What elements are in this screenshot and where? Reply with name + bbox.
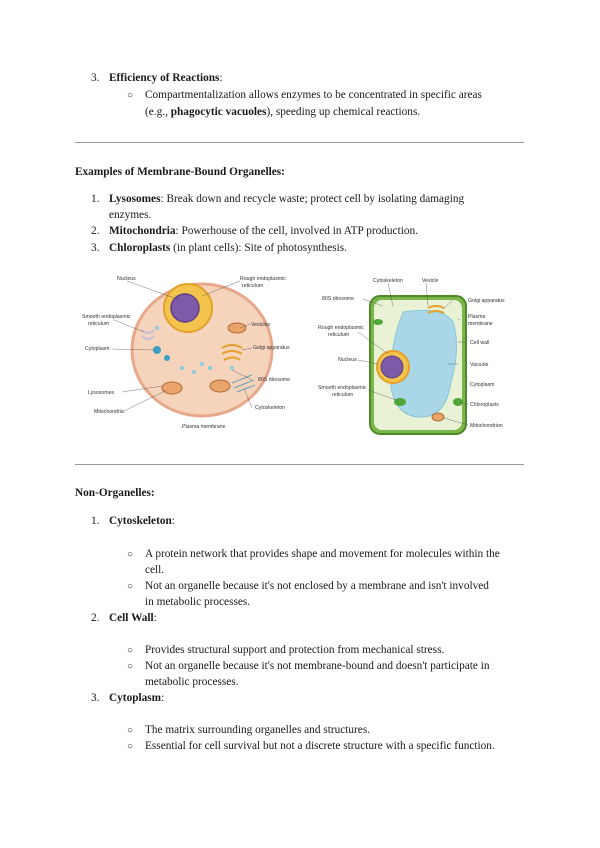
label-chloroplasts: Chloroplasts	[470, 402, 499, 408]
lysosomes-item-cont: enzymes.	[109, 209, 152, 221]
mitochondrion-shape	[432, 413, 444, 421]
label-cytoplasm: Cytoplasm	[470, 382, 495, 388]
divider	[75, 464, 524, 465]
plant-cell-diagram	[318, 272, 518, 437]
label-plasma-membrane: Plasma	[468, 314, 486, 320]
bullet-icon: ○	[127, 581, 134, 592]
label-ribosome: 80S ribosome	[322, 296, 355, 302]
label-nucleus: Nucleus	[117, 276, 136, 282]
lysosome-shape	[164, 355, 170, 361]
label-smooth-er: Smooth endoplasmic	[318, 385, 367, 391]
bullet-icon: ○	[127, 661, 134, 672]
efficiency-title: Efficiency of Reactions	[109, 72, 220, 84]
bullet-text: Not an organelle because it's not membrane-bound and doesn't participate in	[145, 660, 490, 672]
nucleus-shape	[381, 356, 403, 378]
label-lysosomes: Lysosomes	[88, 390, 115, 396]
list-number: 2.	[91, 612, 100, 624]
label-golgi: Golgi apparatus	[253, 345, 290, 351]
label-nucleus: Nucleus	[338, 357, 357, 363]
list-number: 3.	[91, 72, 100, 84]
label-golgi: Golgi apparatus	[468, 298, 505, 304]
mitochondrion-shape	[210, 380, 230, 392]
label-rough-er-2: reticulum	[242, 283, 264, 289]
bullet-icon: ○	[127, 725, 134, 736]
chloroplast-shape	[394, 398, 406, 406]
non-organelles-heading: Non-Organelles:	[75, 487, 155, 499]
chloroplast-shape	[453, 398, 463, 406]
bullet-text: A protein network that provides shape and movement for molecules within the	[145, 548, 500, 560]
label-mitochondria: Mitochondria	[94, 409, 124, 415]
label-vacuole: Vacuole	[470, 362, 489, 368]
bullet-text-cont: cell.	[145, 564, 165, 576]
label-cytoskeleton: Cytoskeleton	[373, 278, 403, 284]
label-cytoskeleton: Cytoskeleton	[255, 405, 285, 411]
label-smooth-er: Smooth endoplasmic	[82, 314, 131, 320]
lysosomes-item: Lysosomes: Break down and recycle waste; protect cell by isolating damaging	[109, 193, 465, 205]
bullet-text: Provides structural support and protection from mechanical stress.	[145, 644, 445, 656]
bullet-icon: ○	[127, 90, 134, 101]
label-cell-wall: Cell wall	[470, 340, 490, 346]
mitochondria-item: Mitochondria: Powerhouse of the cell, involved in ATP production.	[109, 225, 418, 237]
mitochondrion-shape	[162, 382, 182, 394]
divider	[75, 142, 524, 143]
label-plasma-membrane: Plasma membrane	[182, 424, 226, 430]
animal-cell-diagram	[82, 268, 302, 438]
bullet-text: The matrix surrounding organelles and structures.	[145, 724, 371, 736]
label-mitochondrion: Mitochondrion	[470, 423, 503, 429]
mitochondrion-shape	[228, 323, 246, 333]
label-rough-er: Rough endoplasmic	[318, 325, 364, 331]
label-plasma-membrane-2: membrane	[468, 321, 493, 327]
examples-heading: Examples of Membrane-Bound Organelles:	[75, 166, 285, 178]
efficiency-line-2: (e.g., phagocytic vacuoles), speeding up chemical reactions.	[145, 106, 421, 118]
bullet-text: Essential for cell survival but not a discrete structure with a specific function.	[145, 740, 495, 752]
cytoskeleton-item: Cytoskeleton:	[109, 515, 175, 527]
label-smooth-er-2: reticulum	[88, 321, 110, 327]
bullet-text: Not an organelle because it's not enclosed by a membrane and isn't involved	[145, 580, 489, 592]
label-rough-er-2: reticulum	[328, 332, 350, 338]
label-rough-er: Rough endoplasmic	[240, 276, 286, 282]
bullet-icon: ○	[127, 549, 134, 560]
lysosome-shape	[153, 346, 161, 354]
label-vesicle: Vesicle	[422, 278, 439, 284]
label-smooth-er-2: reticulum	[332, 392, 354, 398]
bullet-text-cont: metabolic processes.	[145, 676, 239, 688]
label-cytoplasm: Cytoplasm	[85, 346, 110, 352]
list-number: 3.	[91, 692, 100, 704]
list-number: 3.	[91, 242, 100, 254]
list-number: 1.	[91, 193, 100, 205]
chloroplasts-item: Chloroplasts (in plant cells): Site of photosynthesis.	[109, 242, 347, 254]
bullet-text-cont: in metabolic processes.	[145, 596, 251, 608]
list-number: 1.	[91, 515, 100, 527]
efficiency-title-line: Efficiency of Reactions:	[109, 72, 223, 84]
bullet-icon: ○	[127, 741, 134, 752]
chloroplast-shape	[373, 319, 383, 325]
bullet-icon: ○	[127, 645, 134, 656]
cytoplasm-item: Cytoplasm:	[109, 692, 165, 704]
label-vesicles: Vesicles	[251, 322, 271, 328]
list-number: 2.	[91, 225, 100, 237]
label-ribosome: 80S ribosome	[258, 377, 291, 383]
cell-wall-item: Cell Wall:	[109, 612, 157, 624]
efficiency-line-1: Compartmentalization allows enzymes to be concentrated in specific areas	[145, 89, 482, 101]
